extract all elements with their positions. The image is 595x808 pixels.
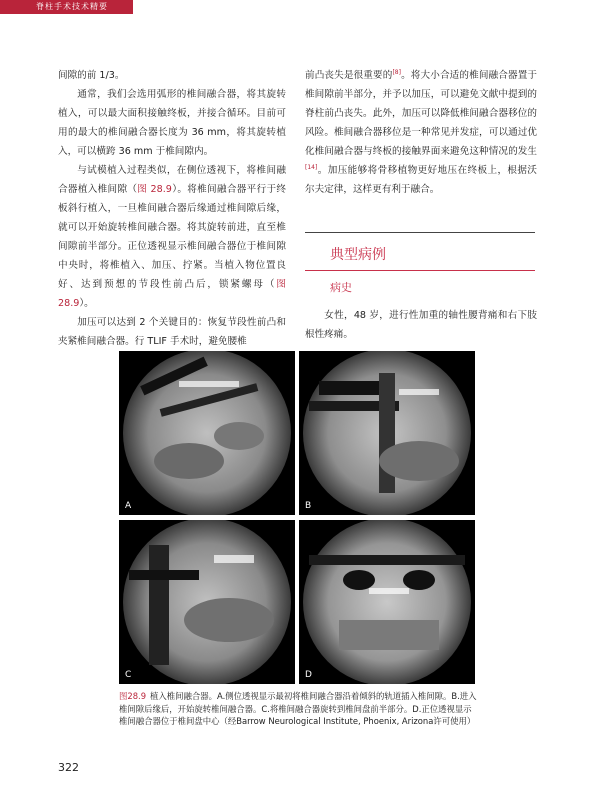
xray-image (119, 351, 295, 515)
section-title: 典型病例 (330, 247, 386, 263)
figure-number: 图28.9 (119, 691, 147, 701)
panel-label: A (125, 501, 132, 511)
paragraph: 间隙的前 1/3。 (58, 70, 125, 81)
panel-label: C (125, 670, 132, 680)
paragraph: 通常，我们会选用弧形的椎间融合器，将其旋转植入，可以最大面积接触终板，并接合循环。目前可用的最大的椎间融合器长度为 36 mm，将其旋转植入，可以横跨 36 mm 于椎间隙内。 (58, 89, 286, 157)
xray-image (119, 520, 295, 684)
xray-panel-a (119, 351, 295, 515)
case-description: 女性，48 岁，进行性加重的轴性腰背痛和右下肢根性疼痛。 (305, 310, 537, 340)
paragraph: 前凸丧失是很重要的[8]。将大小合适的椎间融合器置于椎间隙前半部分，并予以加压，可以避免文献中提到的脊柱前凸丧失。此外，加压可以降低椎间融合器移位的风险。椎间融合器移位是一种常见并发症，可以通过优化椎间融合器与终板的接触界面来避免这种情况的发生[14]。加压能够将骨移植物更好地压在终板上，根据沃尔夫定律，这样更有利于融合。 (305, 68, 538, 195)
panel-label: B (305, 501, 312, 511)
figure-reference[interactable]: 图 28.9 (58, 279, 286, 309)
section-divider (305, 270, 535, 271)
page-number: 322 (58, 761, 79, 774)
xray-panel-d (299, 520, 475, 684)
citation[interactable]: [14] (305, 163, 318, 171)
left-column (58, 66, 286, 351)
running-header: 脊柱手术技术精要 (0, 0, 133, 14)
xray-panel-c (119, 520, 295, 684)
xray-image (299, 520, 475, 684)
paragraph: 加压可以达到 2 个关键目的：恢复节段性前凸和夹紧椎间融合器。行 TLIF 手术时，避免腰椎 (58, 317, 286, 347)
section-divider (305, 232, 535, 233)
figure-28-9 (119, 351, 475, 684)
figure-caption: 图28.9 植入椎间融合器。A.侧位透视显示最初将椎间融合器沿着倾斜的轨道插入椎间隙。B.进入椎间隙后缘后，开始旋转椎间融合器。C.将椎间融合器旋转到椎间盘前半部分。D.正位透视显示椎间融合器位于椎间盘中心（经Barrow Neurological Institute, Phoenix, Arizona许可使用） (119, 691, 477, 726)
figure-reference[interactable]: 图 28.9 (137, 184, 172, 195)
paragraph: 与试模植入过程类似，在侧位透视下，将椎间融合器植入椎间隙（图 28.9）。将椎间融合器平行于终板斜行植入，一旦椎间融合器后缘通过椎间隙后缘，就可以开始旋转椎间融合器。将其旋转前进，直至椎间隙前半部分。正位透视显示椎间融合器位于椎间隙中央时，将椎植入、加压、拧紧。当植入物位置良好、达到预想的节段性前凸后，锁紧螺母（图 28.9）。 (58, 165, 286, 309)
xray-panel-b (299, 351, 475, 515)
citation[interactable]: [8] (392, 68, 401, 76)
right-column (305, 66, 537, 199)
xray-image (299, 351, 475, 515)
panel-label: D (305, 670, 312, 680)
subsection-title: 病史 (330, 281, 352, 294)
